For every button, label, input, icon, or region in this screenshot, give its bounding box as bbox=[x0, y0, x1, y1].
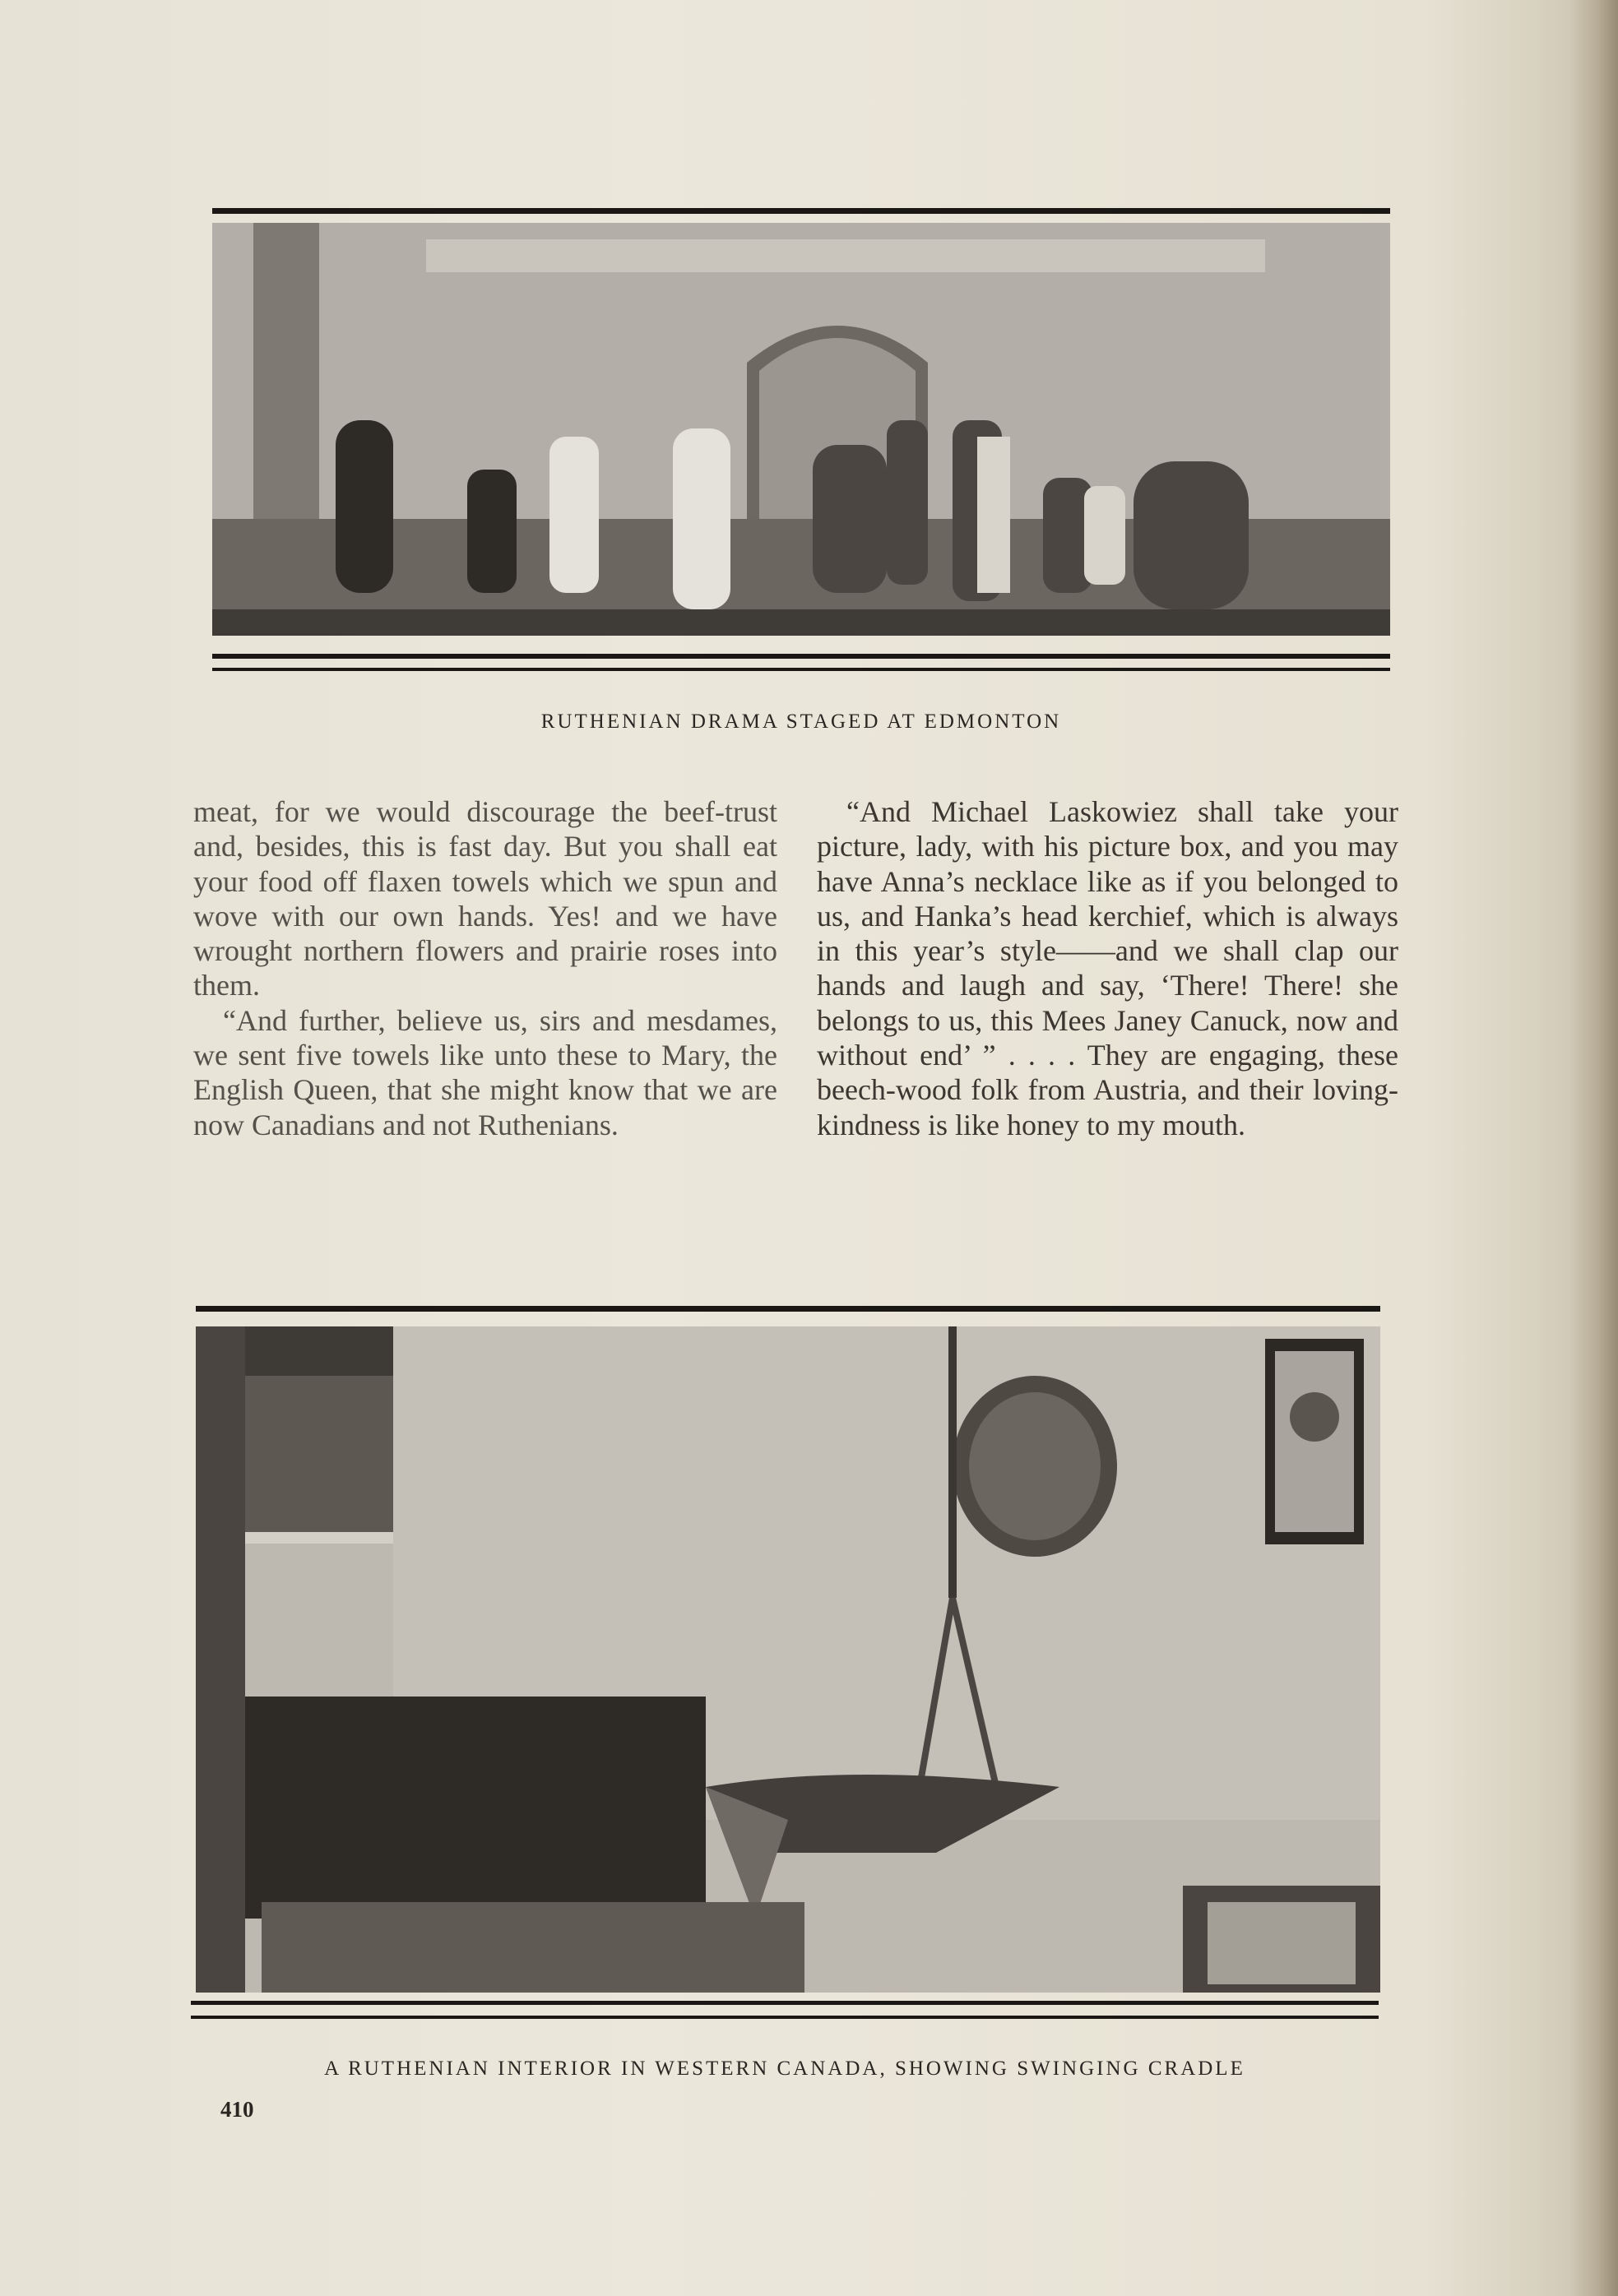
left-column-para-1: meat, for we would discourage the beef-trust and, besides, this is fast day. But you shall eat your food off flaxen towels which we spun and wove with our own hands. Yes! and we have wrought northern flowers and prairie roses into them. bbox=[193, 795, 777, 1002]
bottom-photo-rule-bottom-2 bbox=[191, 2016, 1379, 2019]
binding-gutter bbox=[1569, 0, 1618, 2296]
bottom-photo-caption: A RUTHENIAN INTERIOR IN WESTERN CANADA, SHOWING SWINGING CRADLE bbox=[324, 2058, 1245, 2080]
right-column-para-1: “And Michael Laskowiez shall take your picture, lady, with his picture box, and you may have Anna’s necklace like as if you belonged to us, and Hanka’s head kerchief, which is always in this year’s style——and we shall clap our hands and laugh and say, ‘There! There! she belongs to us, this Mees Janey Canuck, now and without end’ ” . . . . They are engaging, these beech-wood folk from Austria, and their loving-kindness is like honey to my mouth. bbox=[817, 795, 1398, 1141]
interior-photo bbox=[196, 1326, 1380, 1993]
drama-photo bbox=[212, 223, 1390, 636]
top-photo-caption: RUTHENIAN DRAMA STAGED AT EDMONTON bbox=[540, 711, 1062, 733]
left-column-para-2: “And further, believe us, sirs and mesdames, we sent five towels like unto these to Mary, the English Queen, that she might know that we are now Canadians and not Ruthenians. bbox=[193, 1003, 777, 1141]
top-photo-rule-bottom-2 bbox=[212, 668, 1390, 671]
top-photo-rule-bottom-1 bbox=[212, 654, 1390, 659]
bottom-photo-rule-top bbox=[196, 1306, 1380, 1312]
bottom-photo-rule-bottom-1 bbox=[191, 2001, 1379, 2005]
text-column-left bbox=[193, 794, 777, 1142]
text-column-right bbox=[817, 794, 1398, 1142]
top-photo-rule-top bbox=[212, 208, 1390, 214]
page-number: 410 bbox=[220, 2097, 254, 2122]
